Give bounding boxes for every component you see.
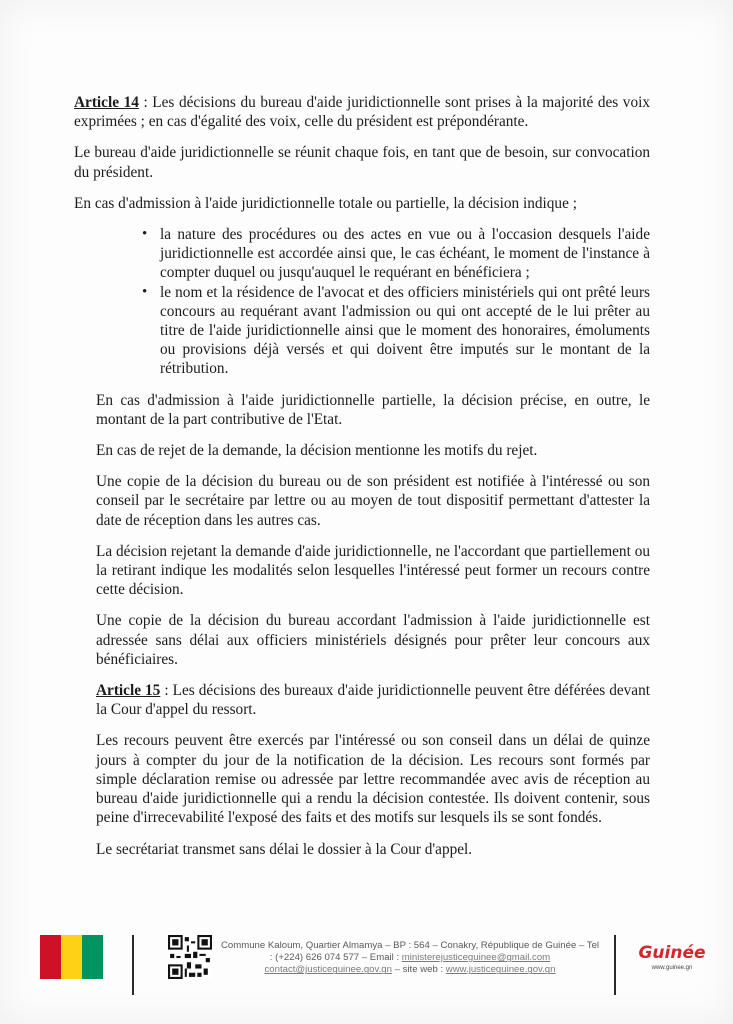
- paragraph-appeals: Les recours peuvent être exercés par l'intéressé ou son conseil dans un délai de quinze jours à compter du jour de la notification de la décision. Les recours sont formés par simple déclaration remise ou adressée par lettre recommandée avec avis de réception au bureau d'aide juridictionnelle qui a rendu la décision contestée. Ils doivent contenir, sous peine d'irrecevabilité l'exposé des faits et des motifs sur lesquels ils se sont fondés.: [96, 732, 650, 827]
- footer-website-link[interactable]: www.justiceguinee.gov.gn: [445, 964, 556, 976]
- qr-code-icon: [168, 935, 212, 979]
- paragraph-rejection: En cas de rejet de la demande, la décision mentionne les motifs du rejet.: [96, 442, 538, 460]
- flag-red-band: [40, 935, 61, 979]
- article-14-paragraph: Article 14 : Les décisions du bureau d'aide juridictionnelle sont prises à la majorité des voix exprimées ; en cas d'égalité des voix, celle du président est prépondérante.: [74, 94, 651, 131]
- paragraph-partial-admission: En cas d'admission à l'aide juridictionnelle partielle, la décision précise, en outre, le montant de la part contributive de l'Etat.: [96, 391, 650, 428]
- footer-contact-info: Commune Kaloum, Quartier Almamya – BP : 564 – Conakry, République de Guinée – Tel : (+224) 626 074 577 – Email : ministerejusticeguinee@gmail.com contact@justiceguinee.gov.gn – site web : www.justiceguinee.gov.gn: [220, 940, 600, 976]
- article-14-label: Article 14: [74, 94, 139, 111]
- logo-url: www.guinee.gn: [651, 965, 693, 971]
- list-item: • le nom et la résidence de l'avocat et des officiers ministériels qui ont prêté leurs concours au requérant avant l'admission ou qui ont accepté de le lui prêter au titre de l'aide juridictionnelle ainsi que le moment des honoraires, émoluments ou provisions déjà versés et qui doivent être imputés sur le montant de la rétribution.: [160, 283, 650, 379]
- paragraph-admission-intro: En cas d'admission à l'aide juridictionnelle totale ou partielle, la décision indique ;: [74, 194, 577, 212]
- footer-email-link[interactable]: ministerejusticeguinee@gmail.com: [401, 952, 551, 964]
- list-item: • la nature des procédures ou des actes en vue ou à l'occasion desquels l'aide juridictionnelle est accordée ainsi que, le cas échéant, le moment de l'instance à compter duquel ou jusqu'auquel le requérant en bénéficiera ;: [160, 225, 650, 283]
- paragraph-copy-admission: Une copie de la décision du bureau accordant l'admission à l'aide juridictionnelle est adressée sans délai aux officiers ministériels désignés pour prêter leur concours aux bénéficiaires.: [96, 612, 650, 668]
- article-15-label: Article 15: [96, 682, 161, 700]
- page-footer: [40, 935, 710, 997]
- flag-green-band: [82, 935, 103, 979]
- footer-address: Commune Kaloum, Quartier Almamya – BP : 564 – Conakry, République de Guinée – Tel : (+224) 626 074 577 – Email :: [220, 940, 600, 964]
- footer-contact-link[interactable]: contact@justiceguinee.gov.gn: [264, 964, 392, 976]
- paragraph-meeting: Le bureau d'aide juridictionnelle se réunit chaque fois, en tant que de besoin, sur convocation du président.: [74, 144, 650, 181]
- paragraph-notification: Une copie de la décision du bureau ou de son président est notifiée à l'intéressé ou son conseil par le secrétaire par lettre ou au moyen de tout dispositif permettant d'attester la date de réception dans les autres cas.: [96, 473, 650, 529]
- guinee-logo: [632, 943, 712, 983]
- article-14-text: Les décisions du bureau d'aide juridictionnelle sont prises à la majorité des voix exprimées ; en cas d'égalité des voix, celle du président est prépondérante.: [74, 94, 651, 131]
- paragraph-rejecting-decision: La décision rejetant la demande d'aide juridictionnelle, ne l'accordant que partiellement ou la retirant indique les modalités selon lesquelles l'intéressé peut former un recours contre cette décision.: [96, 542, 650, 599]
- article-15-text: Les décisions des bureaux d'aide juridictionnelle peuvent être déférées devant la Cour d'appel du ressort.: [96, 682, 650, 719]
- logo-wordmark: Guinée: [638, 943, 706, 963]
- footer-divider: [614, 935, 616, 995]
- decision-contents-list: [74, 225, 650, 379]
- guinea-flag-icon: [40, 935, 103, 979]
- document-body: [74, 93, 650, 871]
- article-15-paragraph: Article 15 : Les décisions des bureaux d'aide juridictionnelle peuvent être déférées devant la Cour d'appel du ressort.: [96, 682, 650, 719]
- paragraph-secretariat: Le secrétariat transmet sans délai le dossier à la Cour d'appel.: [96, 840, 473, 858]
- flag-yellow-band: [61, 935, 82, 979]
- footer-divider: [132, 935, 134, 995]
